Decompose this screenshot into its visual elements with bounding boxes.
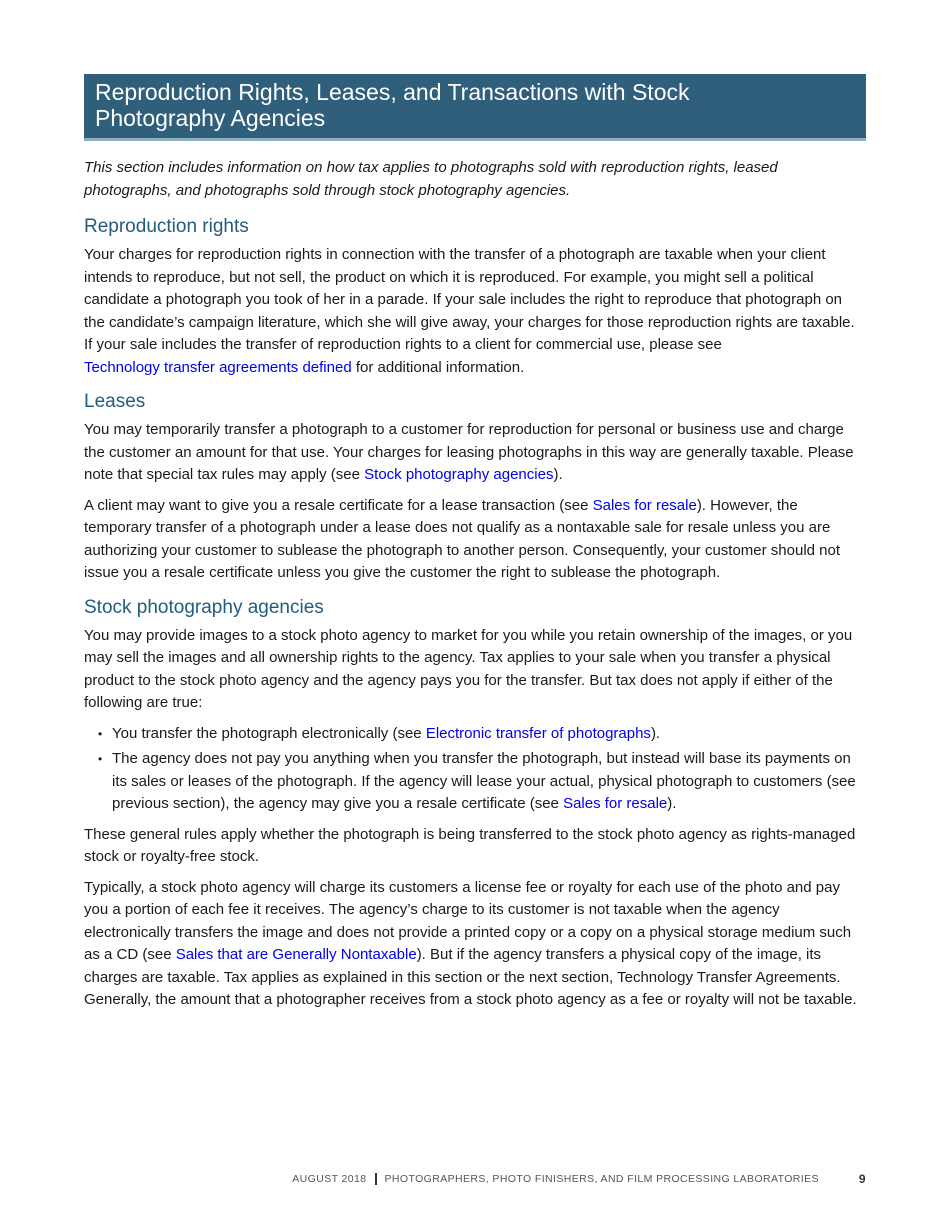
leases-text-2: A client may want to give you a resale certificate for a lease transaction (see <box>84 496 593 514</box>
list-item <box>84 748 866 816</box>
leases-text-2-end: ). However, the temporary transfer of a photograph under a lease does not qualify as a nontaxable sale for resale unless you are authorizing your customer to sublease the photograph to another person. Consequently, your customer should not issue you a resale certificate unless you give the customer the right to sublease the photograph. <box>84 496 841 581</box>
link-generally-nontaxable[interactable]: Sales that are Generally Nontaxable <box>175 946 417 963</box>
footer-publication: PHOTOGRAPHERS, PHOTO FINISHERS, AND FILM PROCESSING LABORATORIES <box>384 1173 819 1185</box>
heading-reproduction-rights: Reproduction rights <box>84 216 249 237</box>
page-footer <box>292 1172 866 1186</box>
page-content <box>84 74 866 1012</box>
stock-text-3-end: ). But if the agency transfers a physical copy of the image, its charges are taxable. Tax applies as explained in this section or the next section, Technology Transfer Agreements. Generally, the amount that a photographer receives from a stock photo agency as a fee or royalty will not be taxable. <box>84 946 857 1008</box>
leases-paragraph-2 <box>84 495 866 585</box>
list-item <box>84 723 866 746</box>
bullet-1-end: ). <box>650 724 661 742</box>
page-number: 9 <box>858 1172 866 1186</box>
leases-paragraph-1 <box>84 419 866 487</box>
stock-bullet-list <box>84 723 866 816</box>
reproduction-paragraph <box>84 244 866 379</box>
bullet-1-text: You transfer the photograph electronically (see <box>112 724 426 742</box>
section-title-banner <box>84 74 866 141</box>
bullet-2-text: The agency does not pay you anything when you transfer the photograph, but instead will base its payments on its sales or leases of the photograph. If the agency will lease your actual, physical photograph to customers (see previous section), the agency may give you a resale certificate (see <box>112 750 856 812</box>
bullet-2-end: ). <box>667 795 677 812</box>
stock-text-3: Typically, a stock photo agency will charge its customers a license fee or royalty for each use of the photo and pay you a portion of each fee it receives. The agency’s charge to its customer is not taxable when the agency electronically transfers the image and does not provide a printed copy or a copy on a physical storage medium such as a CD (see <box>84 878 852 963</box>
footer-date: AUGUST 2018 <box>292 1173 367 1185</box>
section-title-line1: Reproduction Rights, Leases, and Transactions with Stock <box>95 79 690 105</box>
link-sales-for-resale-2[interactable]: Sales for resale <box>563 795 668 812</box>
link-electronic-transfer[interactable]: Electronic transfer of photographs <box>425 724 651 742</box>
reproduction-text: Your charges for reproduction rights in connection with the transfer of a photograph are taxable when your client intends to reproduce, but not sell, the product on which it is reproduced. For example, you might sell a political candidate a photograph you took of her in a parade. If your sale includes the right to reproduce that photograph on the candidate’s campaign literature, which she will give away, your charges for those reproduction rights are taxable. If your sale includes the transfer of reproduction rights to a client for commercial use, please see <box>84 246 855 353</box>
footer-separator <box>375 1173 377 1185</box>
section-title-line2: Photography Agencies <box>95 105 326 131</box>
leases-text-1-end: ). <box>553 466 563 483</box>
stock-paragraph-2: These general rules apply whether the photograph is being transferred to the stock photo agency as rights-managed stock or royalty-free stock. <box>84 825 856 865</box>
section-intro: This section includes information on how tax applies to photographs sold with reproduction rights, leased photographs, and photographs sold through stock photography agencies. <box>84 159 778 199</box>
heading-leases: Leases <box>84 391 146 412</box>
heading-stock-photography-agencies: Stock photography agencies <box>84 596 324 618</box>
stock-paragraph-3 <box>84 877 866 1012</box>
link-stock-photography-agencies[interactable]: Stock photography agencies <box>364 466 554 483</box>
link-technology-transfer[interactable]: Technology transfer agreements defined <box>84 358 352 376</box>
link-sales-for-resale[interactable]: Sales for resale <box>592 496 697 514</box>
stock-paragraph-1: You may provide images to a stock photo agency to market for you while you retain ownership of the images, or you may sell the images and all ownership rights to the agency. Tax applies to your sale when you transfer a physical product to the stock photo agency and the agency pays you for the transfer. But tax does not apply if either of the following are true: <box>84 626 853 711</box>
reproduction-text-end: for additional information. <box>351 358 525 376</box>
leases-text-1: You may temporarily transfer a photograph to a customer for reproduction for personal or business use and charge the customer an amount for that use. Your charges for leasing photographs in this way are generally taxable. Please note that special tax rules may apply (see <box>84 421 854 483</box>
